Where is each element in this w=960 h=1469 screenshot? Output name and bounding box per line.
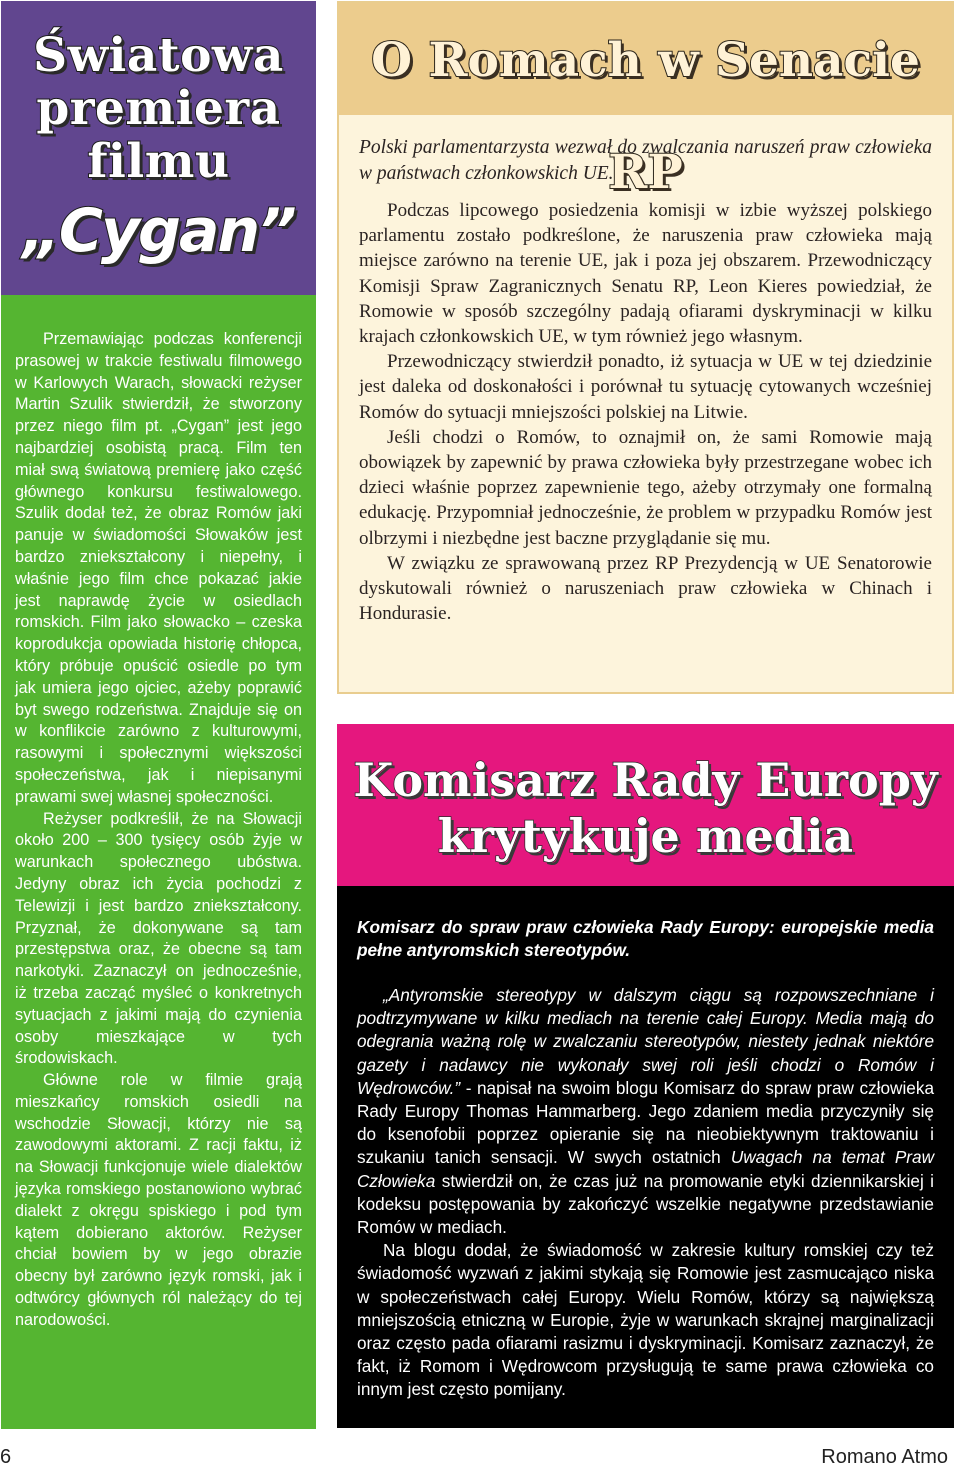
komisarz-article-header xyxy=(337,724,954,886)
komisarz-text: stwierdził on, że czas już na promowanie etyki dziennikarskiej i kodeksu postępowania by zakończyć wszelkie negatywne przedstawianie Romów w mediach. xyxy=(357,1170,934,1238)
film-premiere-body xyxy=(1,295,316,1429)
komisarz-publication-title: Uwagach na temat Praw Człowieka xyxy=(357,1147,934,1191)
komisarz-paragraph xyxy=(357,984,934,1239)
senat-paragraph: Jeśli chodzi o Romów, to oznajmił on, że sami Romowie mają obowiązek by zapewnić by prawa człowieka były przestrzegane wobec ich dzieci właśnie poprzez zapewnienie tego, ażeby otrzymały one formalną edukację. Przypomniał jednocześnie, że problem w przypadku Romów jest olbrzymi i niezbędne jest baczne przyglądanie się mu. xyxy=(359,426,932,549)
film-paragraph: Reżyser podkreślił, że na Słowacji około 200 – 300 tysięcy osób żyje w warunkach społecznego ubóstwa. Jedyny obraz ich życia pochodzi z Telewizji i jest bardzo zniekształcony. Przyznał, że dokonywane są tam przestępstwa oraz, że obecne są tam narkotyki. Zaznaczył on jednocześnie, iż trzeba zacząć myśleć o konkretnych sytuacjach z jakimi mają do czynienia osoby mieszkające w tych środowiskach. xyxy=(15,809,302,1068)
senat-article xyxy=(337,1,954,694)
film-paragraph: Przemawiając podczas konferencji prasowej w trakcie festiwalu filmowego w Karlowych Warach, słowacki reżyser Martin Szulik stwierdził, że stworzony przez niego film pt. „Cygan” jest jego najbardziej osobistą pracą. Film ten miał swą światową premierę jako część głównego konkursu festiwalowego. Szulik dodał też, że obraz Romów jaki panuje w świadomości Słowaków jest bardzo zniekształcony i niepełny, i właśnie jego film chce pokazać jakie jest naprawdę życie w osiedlach romskich. Film jako słowacko – czeska koprodukcja opowiada historię chłopca, który próbuje opuścić osiedle po tym jak umiera jego ojciec, ażeby poprawić byt swego rodzeństwa. Znajduje się on w konflikcie zarówno z kulturowymi, rasowymi i społecznymi większości społeczeństwa, jak i niepisanymi prawami swej własnej społeczności. xyxy=(15,330,302,806)
komisarz-quote: „Antyromskie stereotypy w dalszym ciągu są rozpowszechniane i podtrzymywane w kilku mediach na terenie całej Europy. Media mają do odegrania ważną rolę w zwalczaniu stereotypów, niestety jednak niektóre gazety i nadawcy nie wykonały swej roli jeśli chodzi o Romów i Wędrowców.” xyxy=(357,985,934,1098)
film-name-title: „Cygan” xyxy=(22,196,295,266)
film-paragraph: Główne role w filmie grają mieszkańcy romskich osiedli na wschodzie Słowacji, którzy nie są zawodowymi aktorami. Z racji faktu, iż na Słowacji funkcjonuje wiele dialektów języka romskiego postanowiono wybrać dialekt z okręgu spiskiego i pod tym kątem dobierano aktorów. Reżyser chciał bowiem by w jego obrazie obecny był zarówno język romski, jak i odtwórcy głównych ról należący do tej narodowości. xyxy=(15,1071,302,1329)
magazine-name: Romano Atmo xyxy=(821,1446,948,1468)
komisarz-article-title: Komisarz Rady Europy krytykuje media xyxy=(353,753,938,863)
komisarz-article-body xyxy=(337,886,954,1428)
senat-paragraph: Podczas lipcowego posiedzenia komisji w izbie wyższej polskiego parlamentu zostało podkreślone, że naruszenia praw człowieka mają miejsce zarówno na terenie UE, jak i poza jej obszarem. Przewodniczący Komisji Spraw Zagranicznych Senatu RP, Leon Kieres powiedział, że Romowie w sposób szczególny padają ofiarami dyskryminacji w kilku krajach członkowskich UE, w tym również jego własnym. xyxy=(359,200,932,348)
komisarz-paragraph: Na blogu dodał, że świadomość w zakresie kultury romskiej czy też świadomość wyzwań z jakimi stykają się Romowie jest zasmucająco niska w społeczeństwach całej Europy. Wielu Romów, którzy są największą mniejszością etniczną w Europie, żyje w warunkach skrajnej marginalizacji oraz często pada ofiarami rasizmu i dyskryminacji. Komisarz zaznaczył, że fakt, iż Romom i Wędrowcom przysługują te same prawa człowieka co innym jest często pomijany. xyxy=(357,1240,934,1400)
senat-paragraph: W związku ze sprawowaną przez RP Prezydencją w UE Senatorowie dyskutowali również o naruszeniach praw człowieka w Chinach i Hondurasie. xyxy=(359,552,932,625)
page-number: 6 xyxy=(0,1446,12,1468)
film-premiere-header xyxy=(1,1,316,295)
senat-paragraph: Przewodniczący stwierdził ponadto, iż sytuacja w UE w tej dziedzinie jest daleka od doskonałości i porównał tu sytuację cytowanych wcześniej Romów do sytuacji mniejszości polskiej na Litwie. xyxy=(359,351,932,423)
senat-article-title: O Romach w Senacie RP xyxy=(371,33,920,200)
senat-article-lead: Polski parlamentarzysta wezwał do zwalczania naruszeń praw człowieka w państwach członkowskich UE. xyxy=(359,137,932,184)
film-premiere-title: Światowa premiera filmu xyxy=(33,28,284,189)
komisarz-article-lead: Komisarz do spraw praw człowieka Rady Europy: europejskie media pełne antyromskich stereotypów. xyxy=(357,917,934,960)
komisarz-text: - napisał na swoim blogu Komisarz do spraw praw człowieka Rady Europy Thomas Hammarberg. Jego zdaniem media przyczyniły się do ksenofobii poprzez opieranie się na nieobiektywnym traktowaniu i szukaniu tanich sensacji. W swych ostatnich xyxy=(357,1077,934,1168)
